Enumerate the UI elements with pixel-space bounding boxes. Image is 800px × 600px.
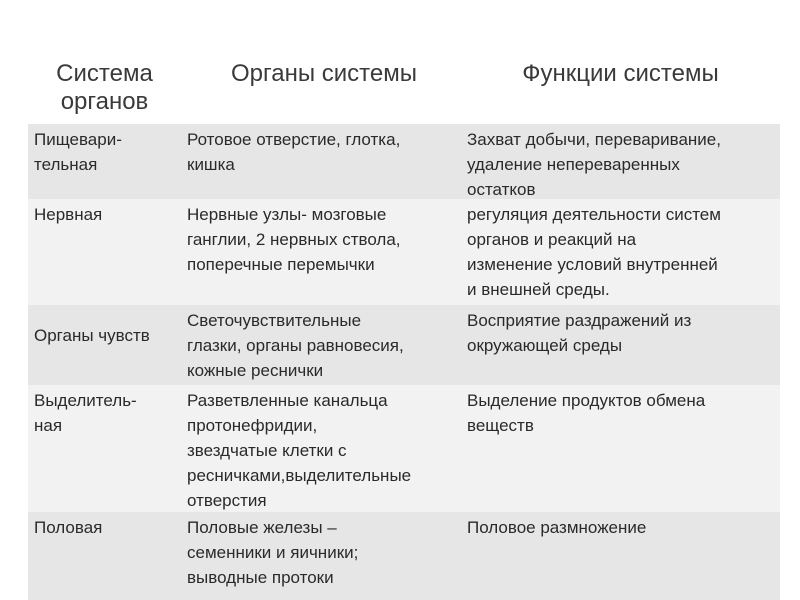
table-row xyxy=(28,385,780,512)
header-functions: Функции системы xyxy=(522,60,719,87)
cell-organs: Светочувствительные глазки, органы равновесия, кожные реснички xyxy=(187,311,404,380)
cell-functions: регуляция деятельности систем органов и реакций на изменение условий внутренней и внешней среды. xyxy=(467,205,721,299)
table-row xyxy=(28,124,780,199)
header-system: Система органов xyxy=(56,60,153,115)
cell-functions: Захват добычи, переваривание, удаление непереваренных остатков xyxy=(467,130,721,199)
cell-organs: Разветвленные канальца протонефридии, звездчатые клетки с ресничками,выделительные отверстия xyxy=(187,391,412,510)
cell-system: Выделитель- ная xyxy=(34,391,137,435)
table-row xyxy=(28,199,780,305)
cell-functions: Половое размножение xyxy=(467,518,647,537)
table-header-row xyxy=(28,38,780,124)
cell-system: Половая xyxy=(34,518,103,537)
cell-functions: Восприятие раздражений из окружающей среды xyxy=(467,311,692,355)
cell-organs: Ротовое отверстие, глотка, кишка xyxy=(187,130,401,174)
cell-organs: Нервные узлы- мозговые ганглии, 2 нервных ствола, поперечные перемычки xyxy=(187,205,401,274)
header-organs: Органы системы xyxy=(231,60,417,87)
table-row xyxy=(28,305,780,385)
cell-system: Нервная xyxy=(34,205,103,224)
cell-system: Пищевари- тельная xyxy=(34,130,122,174)
organ-systems-table xyxy=(28,38,780,600)
cell-functions: Выделение продуктов обмена веществ xyxy=(467,391,706,435)
cell-organs: Половые железы – семенники и яичники; выводные протоки xyxy=(187,518,359,587)
cell-system: Органы чувств xyxy=(34,326,150,345)
table-row xyxy=(28,512,780,600)
